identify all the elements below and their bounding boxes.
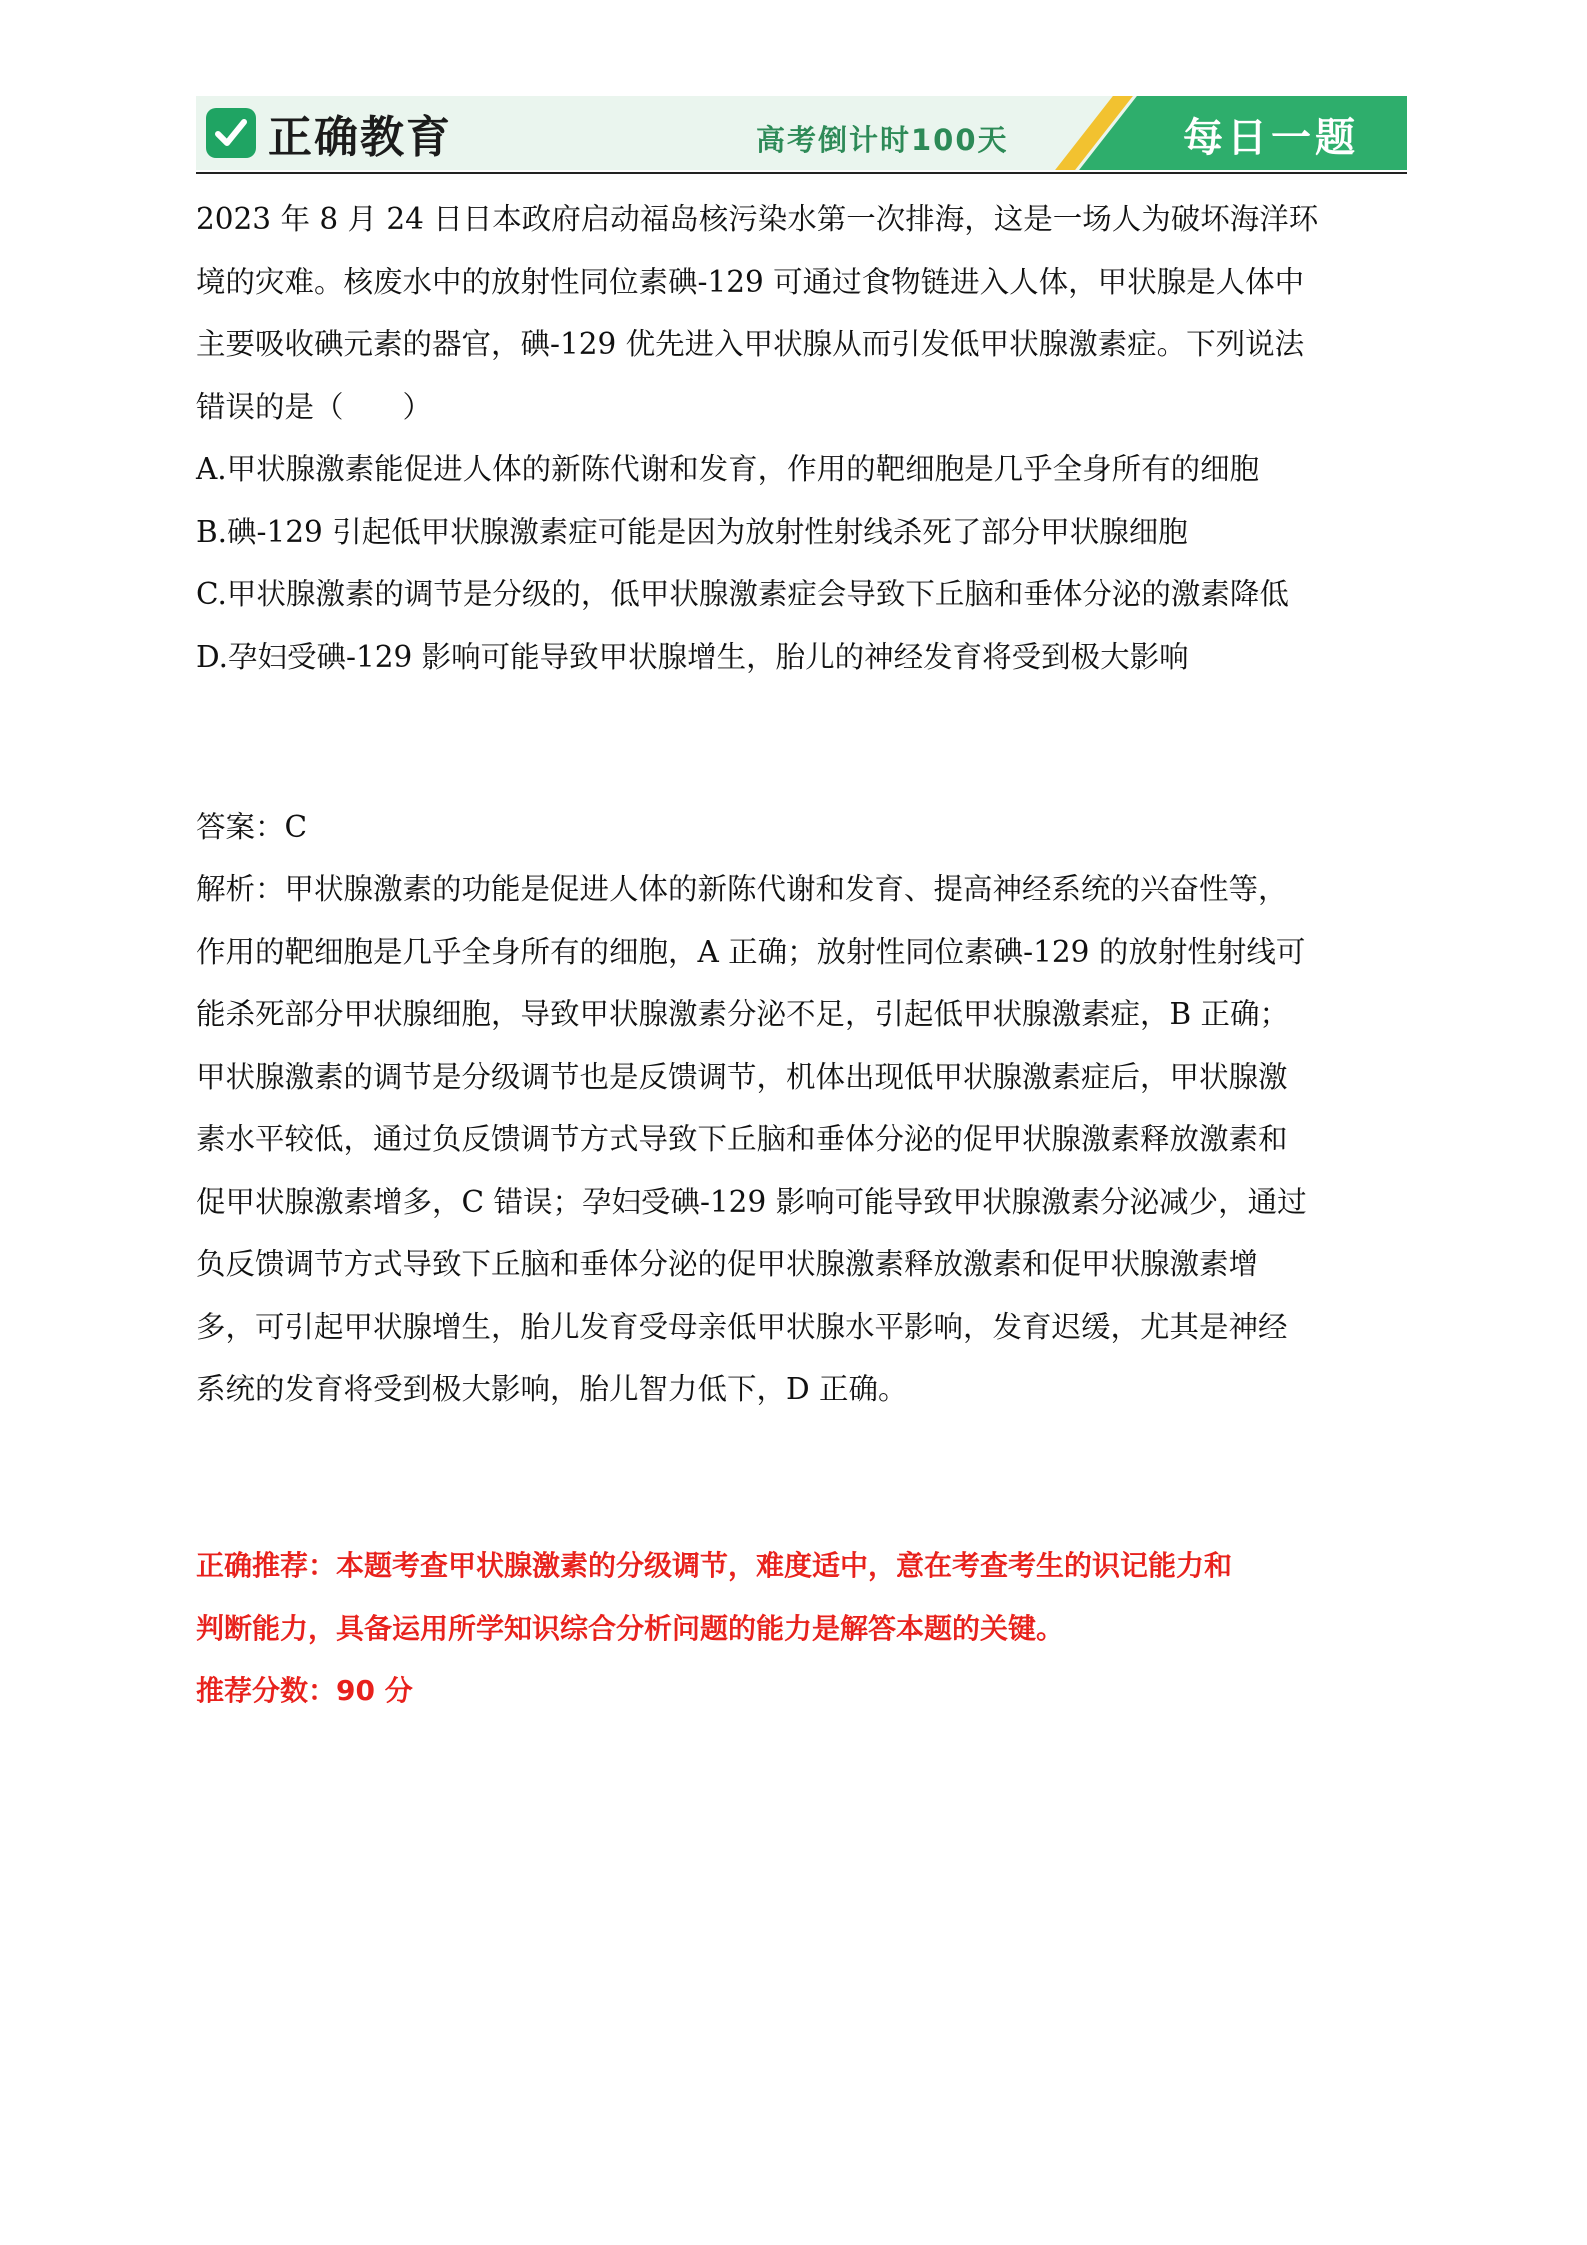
recommendation-line: 正确推荐：本题考查甲状腺激素的分级调节，难度适中，意在考查考生的识记能力和	[196, 1549, 1233, 1582]
question-stem-line: 境的灾难。核废水中的放射性同位素碘-129 可通过食物链进入人体，甲状腺是人体中	[196, 264, 1305, 299]
analysis-block	[196, 858, 1396, 1421]
analysis-line: 素水平较低，通过负反馈调节方式导致下丘脑和垂体分泌的促甲状腺激素释放激素和	[196, 1122, 1288, 1156]
option-d: D.孕妇受碘-129 影响可能导致甲状腺增生，胎儿的神经发育将受到极大影响	[196, 639, 1189, 674]
question-stem-line: 错误的是（ ）	[196, 389, 433, 424]
analysis-line: 作用的靶细胞是几乎全身所有的细胞，A 正确；放射性同位素碘-129 的放射性射线可	[196, 934, 1306, 969]
check-icon	[206, 108, 256, 158]
answer-line: 答案：C	[196, 810, 308, 844]
analysis-line: 系统的发育将受到极大影响，胎儿智力低下，D 正确。	[196, 1372, 908, 1406]
option-a: A.甲状腺激素能促进人体的新陈代谢和发育，作用的靶细胞是几乎全身所有的细胞	[196, 452, 1260, 486]
analysis-line: 促甲状腺激素增多，C 错误；孕妇受碘-129 影响可能导致甲状腺激素分泌减少，通过	[196, 1184, 1307, 1219]
question-stem-line: 主要吸收碘元素的器官，碘-129 优先进入甲状腺从而引发低甲状腺激素症。下列说法	[196, 327, 1305, 361]
analysis-line: 多，可引起甲状腺增生，胎儿发育受母亲低甲状腺水平影响，发育迟缓，尤其是神经	[196, 1309, 1288, 1344]
answer-block	[196, 796, 1396, 859]
recommendation-block	[196, 1535, 1396, 1723]
logo	[206, 107, 452, 163]
daily-question-label: 每日一题	[1183, 115, 1359, 161]
analysis-line: 解析：甲状腺激素的功能是促进人体的新陈代谢和发育、提高神经系统的兴奋性等，	[196, 872, 1288, 906]
countdown-label: 高考倒计时100天	[756, 123, 1009, 157]
question-block	[196, 188, 1396, 688]
recommendation-line: 判断能力，具备运用所学知识综合分析问题的能力是解答本题的关键。	[196, 1611, 1065, 1645]
analysis-line: 能杀死部分甲状腺细胞，导致甲状腺激素分泌不足，引起低甲状腺激素症，B 正确；	[196, 997, 1290, 1031]
option-b: B.碘-129 引起低甲状腺激素症可能是因为放射性射线杀死了部分甲状腺细胞	[196, 514, 1188, 549]
recommended-score: 推荐分数：90 分	[196, 1674, 413, 1707]
header-divider	[196, 172, 1407, 174]
analysis-line: 甲状腺激素的调节是分级调节也是反馈调节，机体出现低甲状腺激素症后，甲状腺激	[196, 1059, 1288, 1094]
brand-name: 正确教育	[268, 112, 452, 163]
question-stem-line: 2023 年 8 月 24 日日本政府启动福岛核污染水第一次排海，这是一场人为破坏海洋环	[196, 202, 1319, 236]
option-c: C.甲状腺激素的调节是分级的，低甲状腺激素症会导致下丘脑和垂体分泌的激素降低	[196, 577, 1289, 611]
header-banner	[196, 96, 1407, 170]
analysis-line: 负反馈调节方式导致下丘脑和垂体分泌的促甲状腺激素释放激素和促甲状腺激素增	[196, 1247, 1259, 1281]
